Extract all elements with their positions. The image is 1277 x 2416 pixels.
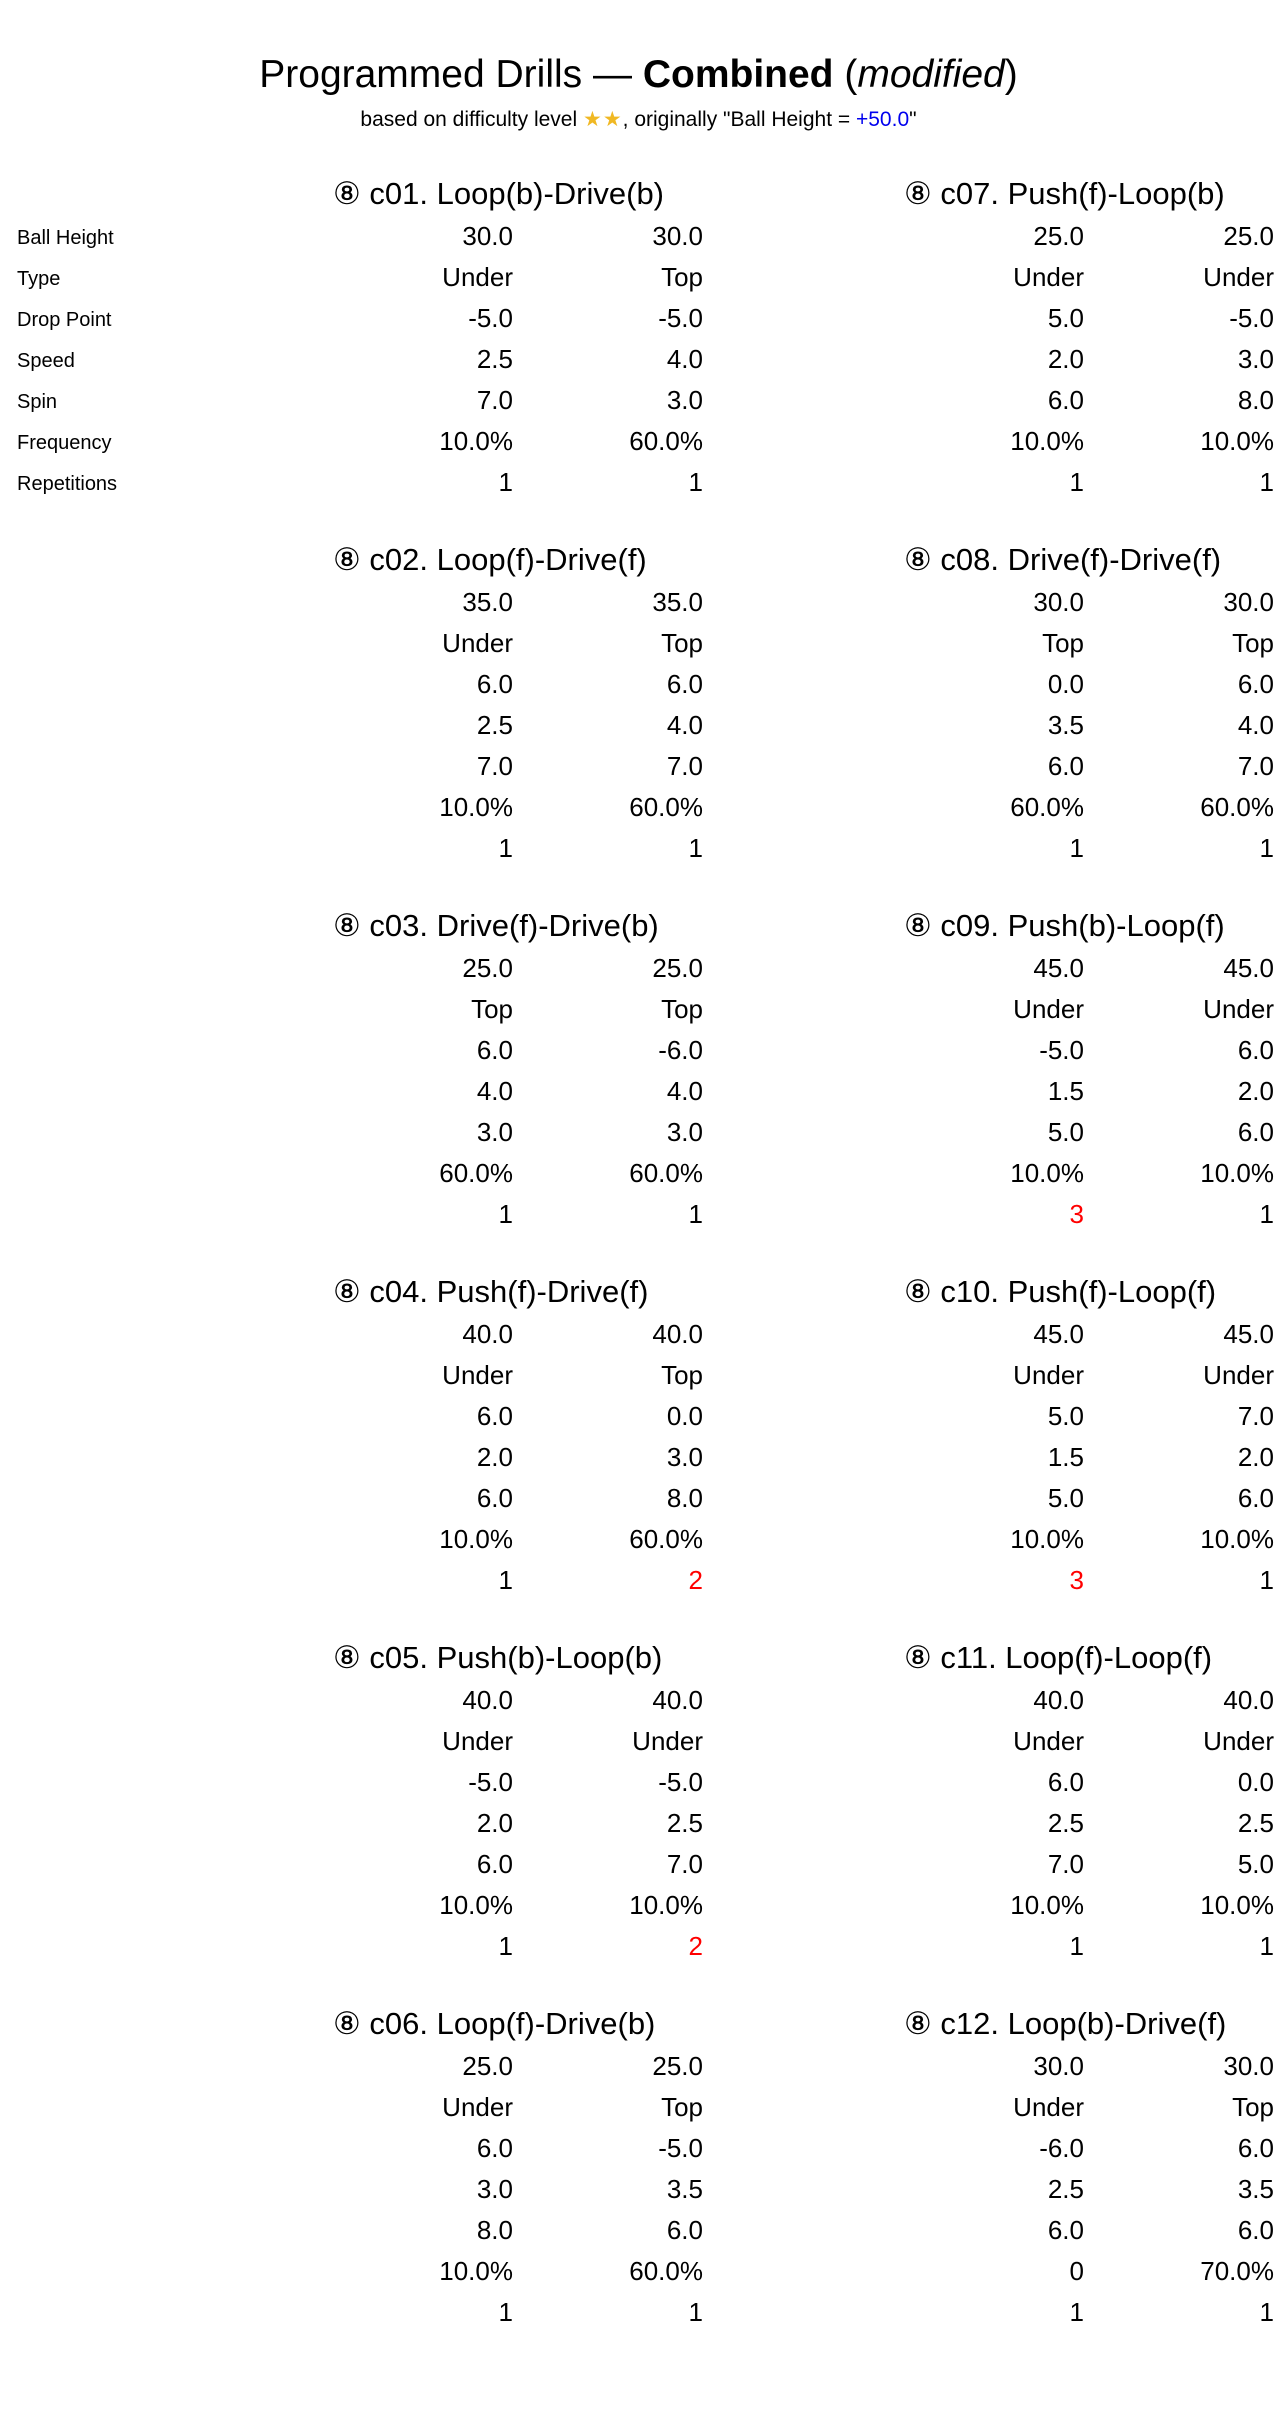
- drill-value: 1: [1259, 833, 1274, 863]
- drill-value: 0: [1069, 2256, 1084, 2286]
- drill-value: 1: [1259, 1199, 1274, 1229]
- title-italic: modified: [857, 53, 1005, 96]
- drill-value: 1: [1259, 467, 1274, 497]
- drill-value: 1: [688, 2297, 703, 2327]
- drill-value: 3.0: [1237, 344, 1274, 374]
- drill-value: 1: [688, 467, 703, 497]
- drill-title: ⑧ c04. Push(f)-Drive(f): [333, 1274, 649, 1309]
- drill-value: 35.0: [652, 587, 703, 617]
- drill-value: 1: [1259, 1565, 1274, 1595]
- drill-title: ⑧ c11. Loop(f)-Loop(f): [904, 1640, 1213, 1675]
- drill-block: [904, 174, 1277, 504]
- drill-value: 2.5: [1047, 2174, 1084, 2204]
- drill-value: 2.5: [666, 1808, 703, 1838]
- drill-value: 10.0%: [1200, 1158, 1274, 1188]
- drill-value: Under: [1203, 1360, 1274, 1390]
- drill-value: 0.0: [1237, 1767, 1274, 1797]
- row-label-speed: Speed: [17, 350, 75, 372]
- drill-value: 10.0%: [439, 2256, 513, 2286]
- drill-value: 2.0: [1047, 344, 1084, 374]
- drill-value: 25.0: [1033, 221, 1084, 251]
- drill-value: 3.0: [476, 2174, 513, 2204]
- drill-value: 5.0: [1047, 1483, 1084, 1513]
- row-label-frequency: Frequency: [17, 432, 112, 454]
- drill-value: 6.0: [1237, 1035, 1274, 1065]
- drill-value: 3.5: [666, 2174, 703, 2204]
- drill-value: 60.0%: [439, 1158, 513, 1188]
- subtitle-end: ": [909, 108, 917, 131]
- drill-value: 2: [688, 1931, 703, 1961]
- drill-value: 60.0%: [1010, 792, 1084, 822]
- drill-value: 10.0%: [439, 1524, 513, 1554]
- drill-value: 45.0: [1033, 1319, 1084, 1349]
- drill-value: 1: [498, 1199, 513, 1229]
- drill-value: 7.0: [476, 385, 513, 415]
- drill-title: ⑧ c08. Drive(f)-Drive(f): [904, 542, 1222, 577]
- drill-title: ⑧ c10. Push(f)-Loop(f): [904, 1274, 1217, 1309]
- drill-value: 0.0: [1047, 669, 1084, 699]
- drill-value: 6.0: [1237, 1483, 1274, 1513]
- drill-value: 6.0: [1237, 2215, 1274, 2245]
- drill-value: 1: [688, 833, 703, 863]
- drill-value: 60.0%: [629, 1524, 703, 1554]
- drill-value: 3.0: [666, 1117, 703, 1147]
- drill-block: [904, 540, 1277, 870]
- drill-value: 10.0%: [439, 792, 513, 822]
- drill-value: 6.0: [476, 1849, 513, 1879]
- drill-value: Under: [442, 628, 513, 658]
- drill-value: Under: [442, 2092, 513, 2122]
- drill-block: [333, 540, 753, 870]
- drill-value: -5.0: [658, 303, 703, 333]
- drill-value: Under: [1013, 2092, 1084, 2122]
- drill-value: Under: [1203, 994, 1274, 1024]
- drill-value: 1: [688, 1199, 703, 1229]
- drill-value: 2.5: [1237, 1808, 1274, 1838]
- drill-value: 5.0: [1237, 1849, 1274, 1879]
- drill-value: 10.0%: [439, 1890, 513, 1920]
- drill-title: ⑧ c05. Push(b)-Loop(b): [333, 1640, 663, 1675]
- drill-value: 4.0: [666, 710, 703, 740]
- drill-value: Top: [1232, 2092, 1274, 2122]
- drill-value: 3.0: [476, 1117, 513, 1147]
- drill-value: 8.0: [476, 2215, 513, 2245]
- drill-value: 7.0: [666, 751, 703, 781]
- drill-value: 1: [1069, 467, 1084, 497]
- drill-value: 2.0: [1237, 1076, 1274, 1106]
- drill-block: [333, 174, 753, 504]
- row-label-drop-point: Drop Point: [17, 309, 112, 331]
- drill-value: 40.0: [1033, 1685, 1084, 1715]
- drill-value: 60.0%: [629, 2256, 703, 2286]
- drill-value: 8.0: [666, 1483, 703, 1513]
- drill-value: 6.0: [1047, 751, 1084, 781]
- drill-value: 4.0: [476, 1076, 513, 1106]
- drill-value: 60.0%: [629, 1158, 703, 1188]
- drill-value: 45.0: [1223, 1319, 1274, 1349]
- drill-value: 1: [1259, 1931, 1274, 1961]
- drill-value: 2: [688, 1565, 703, 1595]
- drill-value: Top: [661, 1360, 703, 1390]
- drill-value: 1: [498, 833, 513, 863]
- drill-value: 25.0: [652, 953, 703, 983]
- drill-value: 1: [498, 467, 513, 497]
- drill-value: 3.0: [666, 385, 703, 415]
- drill-title: ⑧ c07. Push(f)-Loop(b): [904, 176, 1225, 211]
- drill-value: 6.0: [476, 1401, 513, 1431]
- row-label-ball-height: Ball Height: [17, 227, 114, 249]
- drill-block: [904, 1272, 1277, 1602]
- drill-value: 6.0: [1237, 1117, 1274, 1147]
- drill-value: 7.0: [1237, 1401, 1274, 1431]
- drill-value: 35.0: [462, 587, 513, 617]
- drill-value: 2.0: [476, 1442, 513, 1472]
- drill-value: 3.5: [1047, 710, 1084, 740]
- drill-value: 40.0: [652, 1685, 703, 1715]
- drill-value: 4.0: [1237, 710, 1274, 740]
- drill-value: Under: [1203, 1726, 1274, 1756]
- drill-value: -5.0: [468, 303, 513, 333]
- drill-value: Top: [661, 994, 703, 1024]
- subtitle-prefix: based on difficulty level: [360, 108, 583, 131]
- drill-title: ⑧ c09. Push(b)-Loop(f): [904, 908, 1225, 943]
- drill-value: 10.0%: [1200, 1890, 1274, 1920]
- drill-value: 10.0%: [1010, 1524, 1084, 1554]
- drill-value: 2.0: [476, 1808, 513, 1838]
- drill-value: 10.0%: [1010, 1890, 1084, 1920]
- drill-value: 3.5: [1237, 2174, 1274, 2204]
- drill-value: -6.0: [1039, 2133, 1084, 2163]
- drill-value: 1: [1069, 1931, 1084, 1961]
- drill-value: 6.0: [1047, 385, 1084, 415]
- drill-value: 25.0: [462, 2051, 513, 2081]
- drill-value: 10.0%: [439, 426, 513, 456]
- drill-value: 25.0: [462, 953, 513, 983]
- drill-value: 40.0: [652, 1319, 703, 1349]
- drill-value: 10.0%: [629, 1890, 703, 1920]
- drill-value: -5.0: [658, 2133, 703, 2163]
- drill-value: 10.0%: [1200, 426, 1274, 456]
- drill-value: Under: [1203, 262, 1274, 292]
- title-close: ): [1004, 53, 1018, 96]
- drill-value: 6.0: [476, 1483, 513, 1513]
- drill-value: 25.0: [652, 2051, 703, 2081]
- page-title: [0, 50, 1277, 100]
- row-label-spin: Spin: [17, 391, 58, 413]
- drill-value: Under: [442, 1360, 513, 1390]
- drill-value: Under: [1013, 1726, 1084, 1756]
- drill-value: 40.0: [462, 1319, 513, 1349]
- drill-value: 6.0: [1237, 2133, 1274, 2163]
- drill-block: [904, 2004, 1277, 2334]
- drill-value: 70.0%: [1200, 2256, 1274, 2286]
- drill-value: 6.0: [1237, 669, 1274, 699]
- drill-value: 6.0: [666, 669, 703, 699]
- drill-value: 6.0: [476, 669, 513, 699]
- drill-value: -5.0: [468, 1767, 513, 1797]
- drill-value: 40.0: [462, 1685, 513, 1715]
- row-label-repetitions: Repetitions: [17, 473, 118, 495]
- drill-value: 60.0%: [1200, 792, 1274, 822]
- drill-value: Under: [632, 1726, 703, 1756]
- drill-value: 30.0: [1223, 587, 1274, 617]
- drill-value: 10.0%: [1200, 1524, 1274, 1554]
- drill-value: 1: [498, 1565, 513, 1595]
- drill-block: [333, 2004, 753, 2334]
- drill-value: -6.0: [658, 1035, 703, 1065]
- drill-value: Top: [661, 2092, 703, 2122]
- drill-value: 3: [1069, 1565, 1084, 1595]
- drill-value: 7.0: [1237, 751, 1274, 781]
- drill-value: 1: [498, 2297, 513, 2327]
- drill-value: 6.0: [1047, 1767, 1084, 1797]
- drill-value: 7.0: [666, 1849, 703, 1879]
- drill-value: 45.0: [1033, 953, 1084, 983]
- drill-value: Top: [471, 994, 513, 1024]
- drill-value: 1: [1069, 2297, 1084, 2327]
- drill-title: ⑧ c06. Loop(f)-Drive(b): [333, 2006, 656, 2041]
- difficulty-stars-icon: ★★: [583, 108, 623, 131]
- drill-value: 45.0: [1223, 953, 1274, 983]
- drill-block: [333, 906, 753, 1236]
- drill-value: 8.0: [1237, 385, 1274, 415]
- drill-title: ⑧ c01. Loop(b)-Drive(b): [333, 176, 665, 211]
- drill-value: 6.0: [1047, 2215, 1084, 2245]
- drill-value: Top: [661, 628, 703, 658]
- drill-value: 10.0%: [1010, 1158, 1084, 1188]
- drill-value: 30.0: [652, 221, 703, 251]
- title-open: (: [833, 53, 858, 96]
- drill-value: 1: [1259, 2297, 1274, 2327]
- drill-value: 5.0: [1047, 1117, 1084, 1147]
- drill-value: Under: [1013, 994, 1084, 1024]
- drill-value: 7.0: [476, 751, 513, 781]
- drill-value: 7.0: [1047, 1849, 1084, 1879]
- drill-block: [904, 906, 1277, 1236]
- drill-value: -5.0: [658, 1767, 703, 1797]
- drill-value: 2.5: [476, 710, 513, 740]
- page-subtitle: [0, 106, 1277, 134]
- drill-value: 3.0: [666, 1442, 703, 1472]
- drill-title: ⑧ c12. Loop(b)-Drive(f): [904, 2006, 1227, 2041]
- drill-value: -5.0: [1039, 1035, 1084, 1065]
- title-bold: Combined: [642, 53, 834, 96]
- drill-value: 25.0: [1223, 221, 1274, 251]
- drill-value: 4.0: [666, 344, 703, 374]
- drill-value: 1: [498, 1931, 513, 1961]
- drill-value: Under: [1013, 262, 1084, 292]
- drill-value: 10.0%: [1010, 426, 1084, 456]
- drill-value: -5.0: [1229, 303, 1274, 333]
- drill-value: Under: [442, 262, 513, 292]
- drill-value: 1: [1069, 833, 1084, 863]
- drill-value: 5.0: [1047, 1401, 1084, 1431]
- drill-block: [904, 1638, 1277, 1968]
- drill-value: 30.0: [1223, 2051, 1274, 2081]
- drill-value: Top: [661, 262, 703, 292]
- drill-block: [333, 1638, 753, 1968]
- drill-value: 30.0: [1033, 2051, 1084, 2081]
- subtitle-mid: , originally "Ball Height =: [622, 108, 856, 131]
- drill-value: 40.0: [1223, 1685, 1274, 1715]
- drill-value: 1.5: [1047, 1076, 1084, 1106]
- drill-title: ⑧ c02. Loop(f)-Drive(f): [333, 542, 647, 577]
- drill-title: ⑧ c03. Drive(f)-Drive(b): [333, 908, 659, 943]
- drill-value: 6.0: [476, 2133, 513, 2163]
- drill-value: 2.5: [1047, 1808, 1084, 1838]
- drill-value: 60.0%: [629, 426, 703, 456]
- drill-value: 0.0: [666, 1401, 703, 1431]
- drill-block: [333, 1272, 753, 1602]
- drill-value: 4.0: [666, 1076, 703, 1106]
- drill-value: Top: [1232, 628, 1274, 658]
- drill-value: Under: [442, 1726, 513, 1756]
- drill-value: 2.0: [1237, 1442, 1274, 1472]
- original-value: +50.0: [855, 108, 910, 131]
- drill-value: 2.5: [476, 344, 513, 374]
- drill-value: 1.5: [1047, 1442, 1084, 1472]
- drill-value: 3: [1069, 1199, 1084, 1229]
- drill-value: Top: [1042, 628, 1084, 658]
- drill-value: 5.0: [1047, 303, 1084, 333]
- drill-value: 6.0: [476, 1035, 513, 1065]
- row-label-type: Type: [17, 268, 61, 290]
- drill-value: 30.0: [462, 221, 513, 251]
- drill-value: 6.0: [666, 2215, 703, 2245]
- drill-value: 60.0%: [629, 792, 703, 822]
- drill-value: 30.0: [1033, 587, 1084, 617]
- drill-value: Under: [1013, 1360, 1084, 1390]
- title-prefix: Programmed Drills —: [259, 53, 643, 96]
